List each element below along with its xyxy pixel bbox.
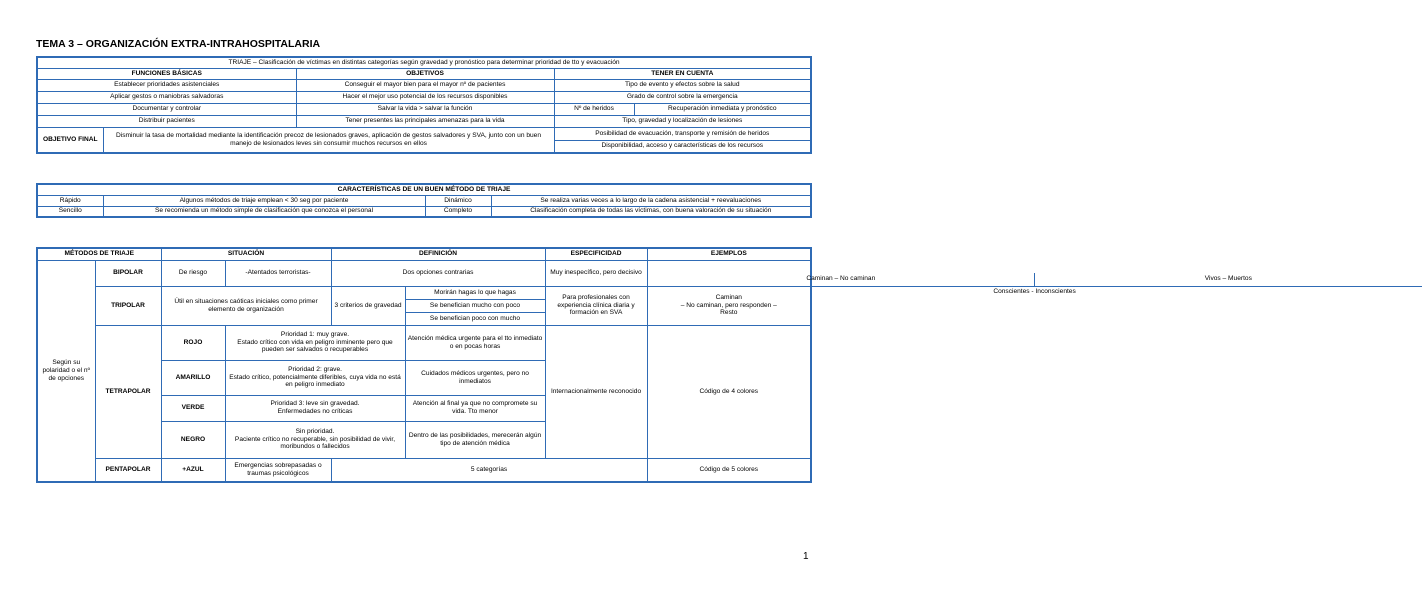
- tetrapolar-especificidad: Internacionalmente reconocido: [545, 325, 647, 458]
- metodos-table: [36, 247, 1252, 483]
- rojo-definicion: Atención médica urgente para el tto inmediato o en pocas horas: [405, 325, 545, 360]
- tripolar-ejemplo: Caminan – No caminan, pero responden – Resto: [647, 286, 811, 325]
- bipolar-name: BIPOLAR: [95, 260, 161, 286]
- caracteristica-key: Rápido: [37, 195, 103, 206]
- objetivo-item: Conseguir el mayor bien para el mayor nº de pacientes: [296, 79, 554, 91]
- recuperacion-item: Recuperación inmediata y pronóstico: [634, 103, 811, 115]
- objetivo-item: Hacer el mejor uso potencial de los recursos disponibles: [296, 91, 554, 103]
- caracteristicas-header: CARACTERÍSTICAS DE UN BUEN MÉTODO DE TRIAJE: [37, 184, 811, 195]
- tripolar-name: TRIPOLAR: [95, 286, 161, 325]
- objetivo-final-label: OBJETIVO FINAL: [37, 127, 103, 153]
- color-verde: VERDE: [161, 395, 225, 421]
- metodos-header: MÉTODOS DE TRIAJE: [37, 248, 161, 260]
- bipolar-ejemplo: Caminan – No caminan: [648, 273, 1035, 286]
- tripolar-especificidad: Para profesionales con experiencia clínica diaria y formación en SVA: [545, 286, 647, 325]
- pentapolar-name: PENTAPOLAR: [95, 458, 161, 482]
- tener-item: Grado de control sobre la emergencia: [554, 91, 811, 103]
- bipolar-especificidad: Muy inespecífico, pero decisivo: [545, 260, 647, 286]
- heridos-label: Nº de heridos: [554, 103, 634, 115]
- funcion-item: Distribuir pacientes: [37, 115, 296, 127]
- tener-item: Disponibilidad, acceso y características de los recursos: [554, 140, 811, 153]
- color-azul: +AZUL: [161, 458, 225, 482]
- caracteristica-value: Algunos métodos de triaje emplean < 30 seg por paciente: [103, 195, 425, 206]
- funcion-item: Establecer prioridades asistenciales: [37, 79, 296, 91]
- negro-definicion: Dentro de las posibilidades, merecerán algún tipo de atención médica: [405, 421, 545, 458]
- amarillo-definicion: Cuidados médicos urgentes, pero no inmediatos: [405, 360, 545, 395]
- pentapolar-ejemplo: Código de 5 colores: [647, 458, 811, 482]
- pentapolar-definicion: 5 categorías: [331, 458, 647, 482]
- especificidad-header: ESPECIFICIDAD: [545, 248, 647, 260]
- page-title: TEMA 3 – ORGANIZACIÓN EXTRA-INTRAHOSPITALARIA: [36, 38, 321, 50]
- tripolar-opcion: Morirán hagas lo que hagas: [405, 286, 545, 299]
- amarillo-situacion: Prioridad 2: grave. Estado crítico, potencialmente diferibles, cuya vida no está en peligro inmediato: [225, 360, 405, 395]
- ejemplos-header: EJEMPLOS: [647, 248, 811, 260]
- bipolar-situacion-2: -Atentados terroristas-: [225, 260, 331, 286]
- triaje-header: TRIAJE – Clasificación de víctimas en distintas categorías según gravedad y pronóstico para determinar prioridad de tto y evacuación: [37, 57, 811, 68]
- tripolar-situacion: Útil en situaciones caóticas iniciales como primer elemento de organización: [161, 286, 331, 325]
- objetivo-item: Tener presentes las principales amenazas para la vida: [296, 115, 554, 127]
- funcion-item: Aplicar gestos o maniobras salvadoras: [37, 91, 296, 103]
- tetrapolar-name: TETRAPOLAR: [95, 325, 161, 458]
- objetivo-item: Salvar la vida > salvar la función: [296, 103, 554, 115]
- negro-situacion: Sin prioridad. Paciente crítico no recuperable, sin posibilidad de vivir, moribundos o fallecidos: [225, 421, 405, 458]
- polaridad-label: Según su polaridad o el nº de opciones: [37, 260, 95, 482]
- tripolar-criterios: 3 criterios de gravedad: [331, 286, 405, 325]
- tetrapolar-ejemplo: Código de 4 colores: [647, 325, 811, 458]
- caracteristica-key: Sencillo: [37, 206, 103, 217]
- triaje-table: [36, 56, 812, 154]
- tripolar-opcion: Se benefician poco con mucho: [405, 312, 545, 325]
- caracteristica-value: Clasificación completa de todas las víctimas, con buena valoración de su situación: [491, 206, 811, 217]
- tripolar-opcion: Se benefician mucho con poco: [405, 299, 545, 312]
- verde-situacion: Prioridad 3: leve sin gravedad. Enfermedades no críticas: [225, 395, 405, 421]
- situacion-header: SITUACIÓN: [161, 248, 331, 260]
- bipolar-definicion: Dos opciones contrarias: [331, 260, 545, 286]
- bipolar-ejemplo: Vivos – Muertos: [1035, 273, 1422, 286]
- rojo-situacion: Prioridad 1: muy grave. Estado crítico con vida en peligro inminente pero que pueden ser salvados o recuperables: [225, 325, 405, 360]
- caracteristica-key: Completo: [425, 206, 491, 217]
- bipolar-situacion: De riesgo: [161, 260, 225, 286]
- caracteristica-key: Dinámico: [425, 195, 491, 206]
- color-rojo: ROJO: [161, 325, 225, 360]
- color-amarillo: AMARILLO: [161, 360, 225, 395]
- bipolar-ejemplo: Conscientes - Inconscientes: [993, 288, 1076, 296]
- objetivos-header: OBJETIVOS: [296, 68, 554, 79]
- tener-item: Posibilidad de evacuación, transporte y remisión de heridos: [554, 127, 811, 140]
- bipolar-ejemplos: [647, 260, 1252, 296]
- tener-item: Tipo de evento y efectos sobre la salud: [554, 79, 811, 91]
- definicion-header: DEFINICIÓN: [331, 248, 545, 260]
- page-number: 1: [803, 551, 809, 562]
- verde-definicion: Atención al final ya que no compromete su vida. Tto menor: [405, 395, 545, 421]
- funcion-item: Documentar y controlar: [37, 103, 296, 115]
- funciones-header: FUNCIONES BÁSICAS: [37, 68, 296, 79]
- caracteristicas-table: [36, 183, 812, 218]
- pentapolar-situacion: Emergencias sobrepasadas o traumas psicológicos: [225, 458, 331, 482]
- tener-item: Tipo, gravedad y localización de lesiones: [554, 115, 811, 127]
- caracteristica-value: Se recomienda un método simple de clasificación que conozca el personal: [103, 206, 425, 217]
- caracteristica-value: Se realiza varias veces a lo largo de la cadena asistencial + reevaluaciones: [491, 195, 811, 206]
- tener-header: TENER EN CUENTA: [554, 68, 811, 79]
- color-negro: NEGRO: [161, 421, 225, 458]
- objetivo-final-text: Disminuir la tasa de mortalidad mediante la identificación precoz de lesionados graves, aplicación de gestos salvadores y SVA, junto con un buen manejo de lesionados leves sin consumir muchos recursos en ellos: [103, 127, 554, 153]
